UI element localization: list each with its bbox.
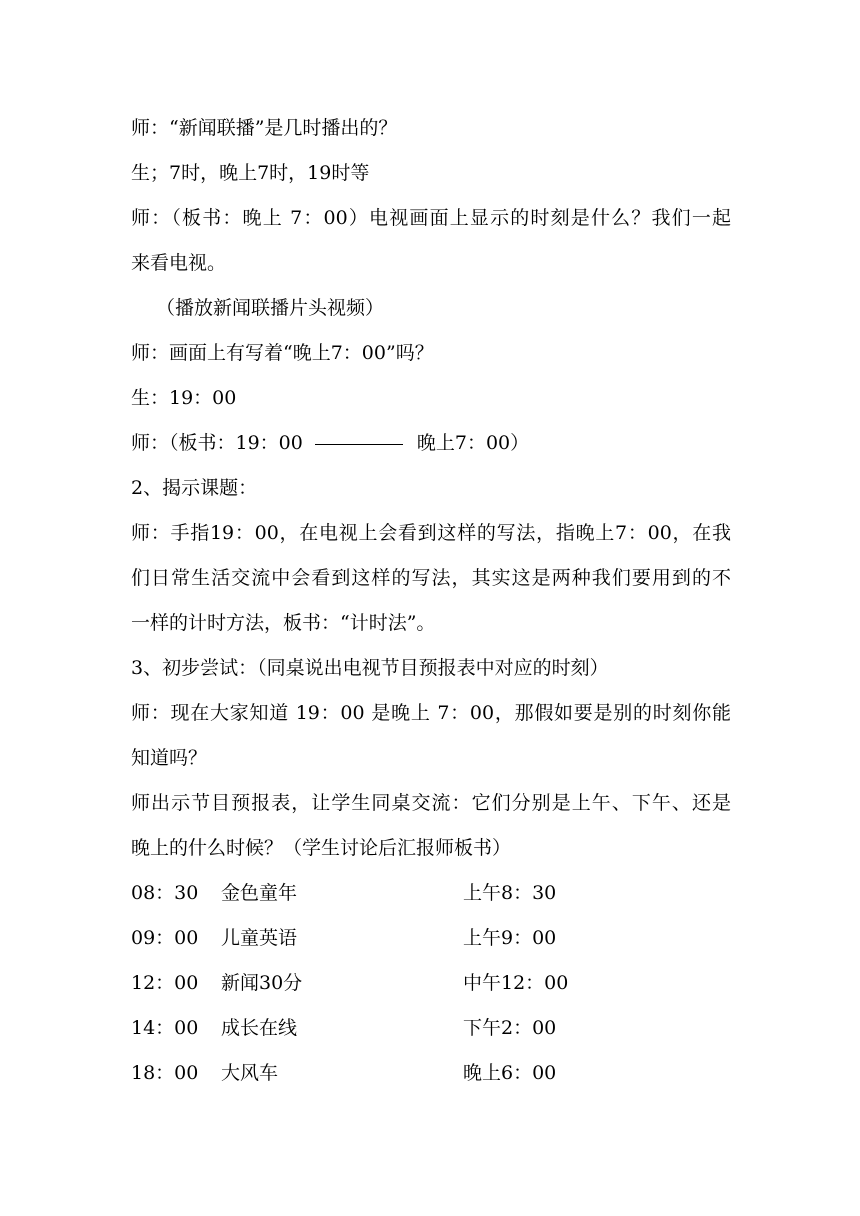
schedule-program: 大风车 [221,1062,279,1084]
board-note-line [131,430,731,456]
schedule-time: 08：30 [131,882,199,904]
schedule-program: 新闻30分 [221,972,303,994]
paragraph-line: 们日常生活交流中会看到这样的写法，其实这是两种我们要用到的不 [131,567,731,589]
schedule-row [131,1015,731,1041]
paragraph-line: 师出示节目预报表，让学生同桌交流：它们分别是上午、下午、还是 [131,792,731,814]
schedule-clock: 中午12：00 [463,972,569,994]
paragraph-line: 师：手指19：00，在电视上会看到这样的写法，指晚上7：00，在我 [131,522,731,544]
paragraph-line: 知道吗？ [131,747,208,769]
schedule-program: 成长在线 [221,1017,298,1039]
schedule-clock: 上午9：00 [463,927,557,949]
paragraph-line: 生：19：00 [131,387,237,409]
paragraph-line: 师：（板书：晚上 7：00）电视画面上显示的时刻是什么？我们一起 [131,207,731,229]
schedule-time: 14：00 [131,1017,199,1039]
paragraph-line: 一样的计时方法，板书：“计时法”。 [131,612,436,634]
section-heading: 3、初步尝试：（同桌说出电视节目预报表中对应的时刻） [131,657,609,679]
paragraph-line: 来看电视。 [131,252,227,274]
schedule-row [131,880,731,906]
schedule-program: 儿童英语 [221,927,298,949]
paragraph-line: 师：现在大家知道 19：00 是晚上 7：00，那假如要是别的时刻你能 [131,702,731,724]
schedule-program: 金色童年 [221,882,298,904]
schedule-row [131,925,731,951]
schedule-time: 12：00 [131,972,199,994]
schedule-time: 18：00 [131,1062,199,1084]
board-note-right: 晚上7：00） [416,432,530,454]
schedule-clock: 上午8：30 [463,882,557,904]
equivalence-rule [315,444,403,445]
paragraph-line: 晚上的什么时候？（学生讨论后汇报师板书） [131,837,512,859]
schedule-clock: 下午2：00 [463,1017,557,1039]
schedule-row [131,1060,731,1086]
paragraph-line: 师：画面上有写着“晚上7：00”吗？ [131,342,434,364]
section-heading: 2、揭示课题： [131,477,258,499]
paragraph-line: 师：“新闻联播”是几时播出的？ [131,117,398,139]
board-note-left: 师：（板书：19：00 [131,432,303,454]
schedule-clock: 晚上6：00 [463,1062,557,1084]
paragraph-line: 生；7时，晚上7时，19时等 [131,162,370,184]
schedule-row [131,970,731,996]
schedule-time: 09：00 [131,927,199,949]
paragraph-line: （播放新闻联播片头视频） [156,297,385,319]
